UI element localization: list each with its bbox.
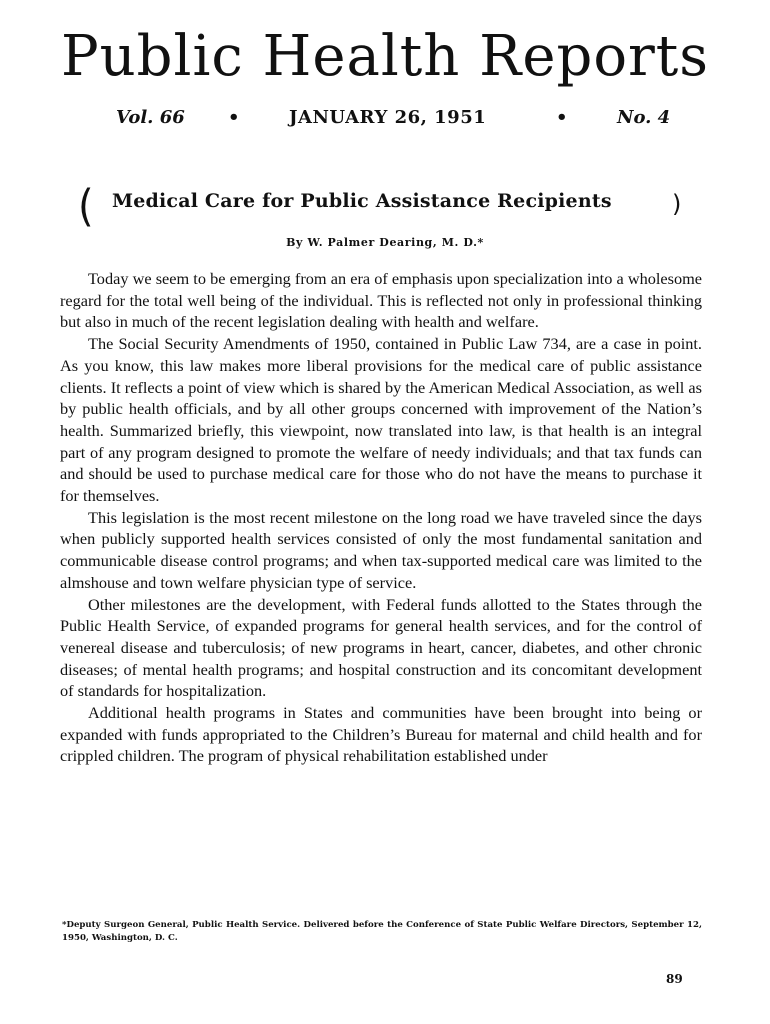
issue-number: No. 4 bbox=[617, 107, 671, 128]
body-paragraph: Other milestones are the development, with Federal funds allotted to the States through the Public Health Service, of expanded programs for general health services, and for the control of venereal disease and tuberculosis; of new programs in heart, cancer, diabetes, and other chronic diseases; of mental health programs; and hospital construction and its concomitant development of standards for hospitalization. bbox=[60, 594, 702, 701]
article-body bbox=[60, 268, 702, 767]
page-number: 89 bbox=[666, 972, 683, 986]
journal-title: Public Health Reports bbox=[60, 24, 710, 89]
issue-date: JANUARY 26, 1951 bbox=[289, 107, 487, 128]
handwritten-close-bracket: ) bbox=[672, 190, 682, 218]
article-title: Medical Care for Public Assistance Recipients bbox=[112, 190, 612, 212]
separator-bullet: • bbox=[228, 107, 240, 128]
volume-number: Vol. 66 bbox=[116, 107, 185, 128]
author-byline: By W. Palmer Dearing, M. D.* bbox=[286, 236, 484, 249]
body-paragraph: Additional health programs in States and communities have been brought into being or expanded with funds appropriated to the Children’s Bureau for maternal and child health and for crippled children. The program of physical rehabilitation established under bbox=[60, 703, 702, 766]
body-paragraph: Today we seem to be emerging from an era of emphasis upon specialization into a wholesome regard for the total well being of the individual. This is reflected not only in professional thinking but also in much of the recent legislation dealing with health and welfare. bbox=[60, 269, 702, 332]
body-paragraph: The Social Security Amendments of 1950, contained in Public Law 734, are a case in point. As you know, this law makes more liberal provisions for the medical care of public assistance clients. It reflects a point of view which is shared by the American Medical Association, as well as by public health officials, and by all other groups concerned with improvement of the Nation’s health. Summarized briefly, this viewpoint, now translated into law, is that health is an integral part of any program designed to promote the welfare of needy individuals; and that tax funds can and should be used to purchase medical care for those who do not have the means to purchase it for themselves. bbox=[60, 334, 702, 506]
separator-bullet: • bbox=[556, 107, 568, 128]
issue-info bbox=[0, 107, 770, 131]
body-paragraph: This legislation is the most recent milestone on the long road we have traveled since the days when publicly supported health services consisted of only the most fundamental sanitation and communicable disease control programs; and when tax-supported medical care was limited to the almshouse and town welfare physician type of service. bbox=[60, 507, 702, 592]
author-footnote: *Deputy Surgeon General, Public Health Service. Delivered before the Conference of State Public Welfare Directors, September 12, 1950, Washington, D. C. bbox=[62, 920, 702, 943]
handwritten-open-bracket: ( bbox=[78, 180, 94, 232]
